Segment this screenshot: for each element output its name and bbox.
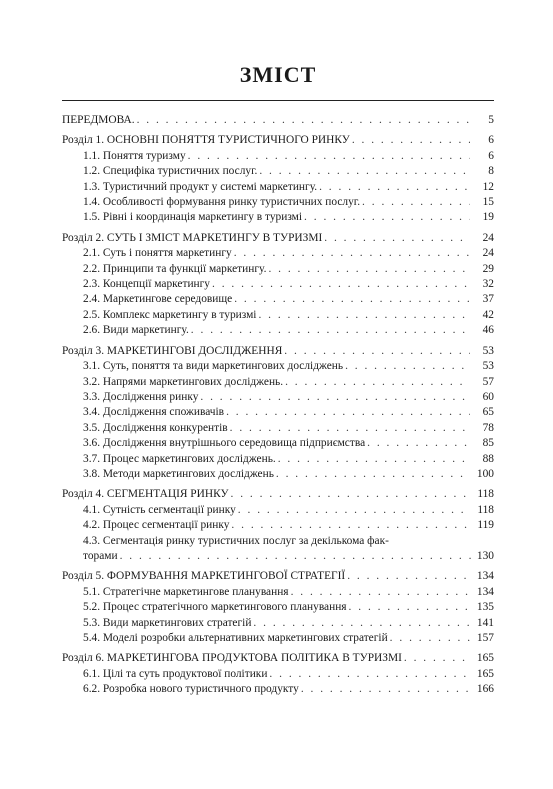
toc-entry-title: 1.1. Поняття туризму bbox=[83, 149, 186, 162]
toc-entry-title: 6.1. Цілі та суть продуктової політики bbox=[83, 667, 268, 680]
toc-entry-title: 1.3. Туристичний продукт у системі маркетингу. bbox=[83, 180, 318, 193]
toc-page-number: 78 bbox=[482, 421, 494, 434]
leader-dots bbox=[137, 113, 470, 128]
toc-section-entry[interactable] bbox=[62, 682, 494, 697]
leader-dots bbox=[304, 210, 470, 225]
leader-dots bbox=[234, 292, 470, 307]
toc-section-entry[interactable] bbox=[62, 518, 494, 533]
toc-page-number: 32 bbox=[482, 278, 494, 291]
toc-section-entry[interactable] bbox=[62, 292, 494, 307]
leader-dots bbox=[234, 246, 470, 261]
toc-section-entry[interactable] bbox=[62, 323, 494, 338]
toc-section-entry[interactable] bbox=[62, 405, 494, 420]
leader-dots bbox=[347, 569, 470, 584]
toc-section-entry[interactable] bbox=[62, 180, 494, 195]
toc-page-number: 53 bbox=[482, 344, 494, 357]
toc-entry-title: Розділ 6. МАРКЕТИНГОВА ПРОДУКТОВА ПОЛІТИКА В ТУРИЗМІ bbox=[62, 652, 402, 665]
toc-entry-title: Розділ 2. СУТЬ І ЗМІСТ МАРКЕТИНГУ В ТУРИЗМІ bbox=[62, 231, 323, 244]
toc-entry-title: 3.6. Дослідження внутрішнього середовища підприємства bbox=[83, 437, 366, 450]
page-title: ЗМІСТ bbox=[239, 62, 317, 87]
leader-dots bbox=[390, 631, 470, 646]
toc-page-number: 15 bbox=[482, 196, 494, 209]
toc-page-number: 6 bbox=[488, 134, 494, 147]
toc-entry-title: 3.5. Дослідження конкурентів bbox=[83, 421, 228, 434]
toc-section-entry[interactable] bbox=[62, 262, 494, 277]
toc-section-entry[interactable] bbox=[62, 585, 494, 600]
toc-page-number: 118 bbox=[477, 488, 494, 501]
toc-section-entry[interactable] bbox=[62, 421, 494, 436]
toc-entry-title: 2.5. Комплекс маркетингу в туризмі bbox=[83, 308, 257, 321]
toc-chapter-entry[interactable] bbox=[62, 569, 494, 584]
leader-dots bbox=[259, 164, 470, 179]
leader-dots bbox=[200, 390, 470, 405]
toc-section-entry[interactable] bbox=[62, 616, 494, 631]
toc-entry-title: 5.3. Види маркетингових стратегій bbox=[83, 616, 252, 629]
toc-section-entry[interactable] bbox=[62, 600, 494, 615]
toc-page-number: 42 bbox=[482, 308, 494, 321]
toc-entry-title: Розділ 4. СЕГМЕНТАЦІЯ РИНКУ bbox=[62, 488, 229, 501]
title-divider bbox=[62, 100, 494, 101]
toc-page-number: 165 bbox=[476, 652, 494, 665]
toc-entry-title: 1.5. Рівні і координація маркетингу в туризмі bbox=[83, 211, 303, 224]
leader-dots bbox=[319, 180, 470, 195]
leader-dots bbox=[352, 133, 470, 148]
toc-entry-title: Розділ 1. ОСНОВНІ ПОНЯТТЯ ТУРИСТИЧНОГО РИНКУ bbox=[62, 134, 350, 147]
toc-section-entry[interactable] bbox=[62, 667, 494, 682]
toc-entry-line2 bbox=[83, 549, 494, 564]
toc-entry-title: 2.2. Принципи та функції маркетингу. bbox=[83, 262, 267, 275]
table-of-contents bbox=[62, 113, 494, 698]
leader-dots bbox=[188, 149, 470, 164]
leader-dots bbox=[268, 262, 470, 277]
leader-dots bbox=[345, 359, 470, 374]
leader-dots bbox=[258, 308, 470, 323]
toc-section-entry[interactable] bbox=[62, 308, 494, 323]
toc-entry-title: 5.1. Стратегічне маркетингове планування bbox=[83, 585, 289, 598]
toc-entry-wrapped[interactable] bbox=[62, 534, 494, 565]
leader-dots bbox=[284, 344, 470, 359]
toc-section-entry[interactable] bbox=[62, 503, 494, 518]
leader-dots bbox=[285, 375, 470, 390]
toc-entry-title: 2.3. Концепції маркетингу bbox=[83, 278, 210, 291]
leader-dots bbox=[230, 421, 470, 436]
toc-section-entry[interactable] bbox=[62, 149, 494, 164]
leader-dots bbox=[278, 452, 470, 467]
leader-dots bbox=[226, 405, 470, 420]
leader-dots bbox=[324, 231, 470, 246]
toc-page-number: 88 bbox=[482, 452, 494, 465]
leader-dots bbox=[269, 667, 470, 682]
toc-entry-title: 2.1. Суть і поняття маркетингу bbox=[83, 247, 232, 260]
toc-page-number: 29 bbox=[482, 262, 494, 275]
leader-dots bbox=[231, 487, 470, 502]
toc-page-number: 46 bbox=[482, 324, 494, 337]
toc-page-number: 134 bbox=[476, 570, 494, 583]
toc-entry-title: 5.2. Процес стратегічного маркетингового планування bbox=[83, 601, 347, 614]
toc-entry-title: 3.7. Процес маркетингових досліджень. bbox=[83, 452, 276, 465]
toc-chapter-entry[interactable] bbox=[62, 113, 494, 128]
leader-dots bbox=[362, 195, 470, 210]
toc-entry-title: 4.2. Процес сегментації ринку bbox=[83, 519, 230, 532]
toc-chapter-entry[interactable] bbox=[62, 344, 494, 359]
toc-chapter-entry[interactable] bbox=[62, 231, 494, 246]
toc-page-number: 135 bbox=[476, 601, 494, 614]
leader-dots bbox=[404, 651, 470, 666]
toc-page-number: 118 bbox=[477, 503, 494, 516]
toc-page-number: 60 bbox=[482, 390, 494, 403]
toc-section-entry[interactable] bbox=[62, 467, 494, 482]
toc-page-number: 65 bbox=[482, 406, 494, 419]
leader-dots bbox=[231, 518, 470, 533]
toc-entry-title-line2: торами bbox=[83, 549, 118, 562]
toc-page-number: 5 bbox=[488, 114, 494, 126]
toc-page-number: 19 bbox=[482, 211, 494, 224]
leader-dots bbox=[276, 467, 470, 482]
toc-chapter-entry[interactable] bbox=[62, 133, 494, 148]
toc-page-number: 141 bbox=[476, 616, 494, 629]
toc-entry-title: 1.2. Специфіка туристичних послуг. bbox=[83, 165, 258, 178]
toc-entry-title-line1: 4.3. Сегментація ринку туристичних послуг за декількома фак- bbox=[83, 534, 389, 547]
leader-dots bbox=[349, 600, 470, 615]
toc-page-number: 157 bbox=[476, 632, 494, 644]
leader-dots bbox=[191, 323, 470, 338]
toc-section-entry[interactable] bbox=[62, 631, 494, 646]
toc-entry-title: 1.4. Особливості формування ринку туристичних послуг. bbox=[83, 196, 361, 209]
leader-dots bbox=[367, 436, 470, 451]
toc-page-number: 6 bbox=[488, 149, 494, 162]
leader-dots bbox=[238, 503, 470, 518]
toc-page-number: 24 bbox=[482, 247, 494, 260]
toc-section-entry[interactable] bbox=[62, 164, 494, 179]
toc-section-entry[interactable] bbox=[62, 277, 494, 292]
toc-entry-title: 3.2. Напрями маркетингових досліджень. bbox=[83, 375, 284, 388]
leader-dots bbox=[253, 616, 470, 631]
toc-page-number: 85 bbox=[482, 437, 494, 450]
toc-page-number: 53 bbox=[482, 360, 494, 373]
toc-section-entry[interactable] bbox=[62, 452, 494, 467]
toc-section-entry[interactable] bbox=[62, 246, 494, 261]
toc-entry-title: 3.3. Дослідження ринку bbox=[83, 390, 199, 403]
toc-entry-title: 3.1. Суть, поняття та види маркетингових досліджень bbox=[83, 360, 344, 373]
toc-page-number: 166 bbox=[476, 683, 494, 696]
toc-page-number: 119 bbox=[477, 519, 494, 532]
leader-dots bbox=[291, 585, 470, 600]
toc-section-entry[interactable] bbox=[62, 195, 494, 210]
leader-dots bbox=[301, 682, 470, 697]
leader-dots bbox=[212, 277, 470, 292]
title-block bbox=[62, 0, 494, 88]
toc-entry-title: 2.4. Маркетингове середовище bbox=[83, 293, 233, 306]
toc-entry-title: 3.4. Дослідження споживачів bbox=[83, 406, 225, 419]
toc-entry-title: 2.6. Види маркетингу. bbox=[83, 324, 189, 337]
leader-dots bbox=[120, 549, 475, 564]
toc-page-number: 12 bbox=[482, 180, 494, 193]
toc-page-number: 130 bbox=[476, 549, 494, 562]
toc-entry-title: ПЕРЕДМОВА. bbox=[62, 114, 135, 126]
toc-chapter-entry[interactable] bbox=[62, 487, 494, 502]
toc-page-number: 100 bbox=[476, 467, 494, 480]
toc-page-number: 37 bbox=[482, 293, 494, 306]
toc-section-entry[interactable] bbox=[62, 390, 494, 405]
toc-entry-title: 4.1. Сутність сегментації ринку bbox=[83, 503, 236, 516]
toc-section-entry[interactable] bbox=[62, 210, 494, 225]
toc-page-number: 165 bbox=[476, 667, 494, 680]
toc-entry-title: Розділ 3. МАРКЕТИНГОВІ ДОСЛІДЖЕННЯ bbox=[62, 344, 283, 357]
toc-chapter-entry[interactable] bbox=[62, 651, 494, 666]
toc-entry-title: 6.2. Розробка нового туристичного продукту bbox=[83, 683, 299, 696]
toc-entry-title: Розділ 5. ФОРМУВАННЯ МАРКЕТИНГОВОЇ СТРАТЕГІЇ bbox=[62, 570, 346, 583]
toc-entry-title: 3.8. Методи маркетингових досліджень bbox=[83, 467, 274, 480]
toc-page-number: 24 bbox=[482, 231, 494, 244]
toc-section-entry[interactable] bbox=[62, 375, 494, 390]
toc-entry-title: 5.4. Моделі розробки альтернативних маркетингових стратегій bbox=[83, 632, 388, 644]
toc-section-entry[interactable] bbox=[62, 359, 494, 374]
toc-page-number: 57 bbox=[482, 375, 494, 388]
toc-page-number: 8 bbox=[488, 165, 494, 178]
toc-section-entry[interactable] bbox=[62, 436, 494, 451]
toc-page-number: 134 bbox=[476, 585, 494, 598]
